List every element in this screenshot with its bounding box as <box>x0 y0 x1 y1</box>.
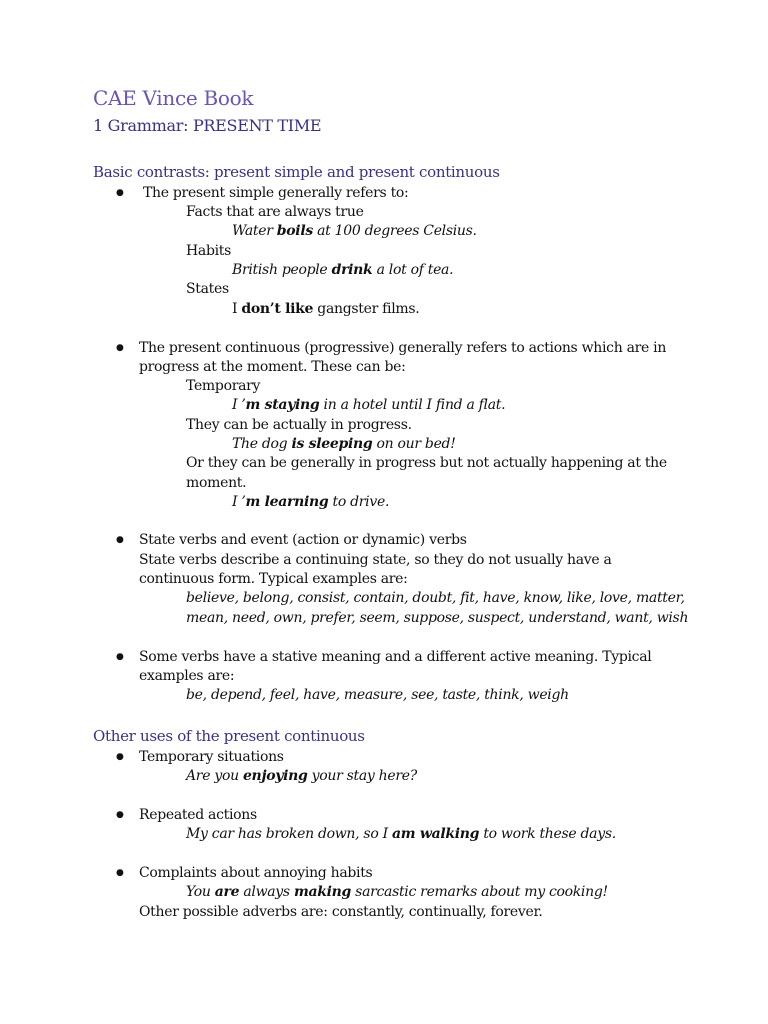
example-sentence: British people drink a lot of tea. <box>232 262 454 278</box>
sub-item-facts: Facts that are always true <box>186 204 364 220</box>
document-title: CAE Vince Book <box>93 86 254 110</box>
bullet-present-simple: The present simple generally refers to: <box>143 185 409 201</box>
bullet-state-verbs: State verbs and event (action or dynamic) verbs <box>139 532 467 548</box>
bullet-marker: ● <box>116 188 124 198</box>
verb-example-list: mean, need, own, prefer, seem, suppose, suspect, understand, want, wish <box>186 610 689 626</box>
example-sentence: My car has broken down, so I am walking to work these days. <box>186 826 616 842</box>
document-subtitle: 1 Grammar: PRESENT TIME <box>93 116 322 135</box>
sub-item-states: States <box>186 281 229 297</box>
bullet-text-continuation: continuous form. Typical examples are: <box>139 571 408 587</box>
bullet-text-continuation: examples are: <box>139 668 235 684</box>
bullet-marker: ● <box>116 652 124 662</box>
sub-item-in-progress: They can be actually in progress. <box>186 417 412 433</box>
bullet-marker: ● <box>116 752 124 762</box>
bullet-repeated-actions: Repeated actions <box>139 807 257 823</box>
bullet-text-continuation: State verbs describe a continuing state, so they do not usually have a <box>139 552 612 568</box>
verb-example-list: believe, belong, consist, contain, doubt, fit, have, know, like, love, matter, <box>186 590 685 606</box>
example-sentence: I ’m learning to drive. <box>232 494 390 510</box>
example-sentence: You are always making sarcastic remarks about my cooking! <box>186 884 608 900</box>
example-sentence: I don’t like gangster films. <box>232 301 420 317</box>
example-sentence: I ’m staying in a hotel until I find a flat. <box>232 397 506 413</box>
adverbs-note: Other possible adverbs are: constantly, continually, forever. <box>139 904 543 920</box>
bullet-marker: ● <box>116 535 124 545</box>
sub-item-continuation: moment. <box>186 475 247 491</box>
sub-item-temporary: Temporary <box>186 378 261 394</box>
bullet-text-continuation: progress at the moment. These can be: <box>139 359 406 375</box>
bullet-complaints: Complaints about annoying habits <box>139 865 373 881</box>
sub-item-generally-in-progress: Or they can be generally in progress but not actually happening at the <box>186 455 667 471</box>
example-sentence: The dog is sleeping on our bed! <box>232 436 456 452</box>
section-heading-basic-contrasts: Basic contrasts: present simple and present continuous <box>93 163 500 181</box>
bullet-stative-active: Some verbs have a stative meaning and a different active meaning. Typical <box>139 649 652 665</box>
bullet-marker: ● <box>116 343 124 353</box>
bullet-marker: ● <box>116 810 124 820</box>
bullet-present-continuous: The present continuous (progressive) generally refers to actions which are in <box>139 340 667 356</box>
example-sentence: Water boils at 100 degrees Celsius. <box>232 223 477 239</box>
bullet-marker: ● <box>116 868 124 878</box>
sub-item-habits: Habits <box>186 243 232 259</box>
section-heading-other-uses: Other uses of the present continuous <box>93 727 365 745</box>
example-sentence: Are you enjoying your stay here? <box>186 768 417 784</box>
verb-example-list: be, depend, feel, have, measure, see, taste, think, weigh <box>186 687 569 703</box>
bullet-temporary-situations: Temporary situations <box>139 749 284 765</box>
